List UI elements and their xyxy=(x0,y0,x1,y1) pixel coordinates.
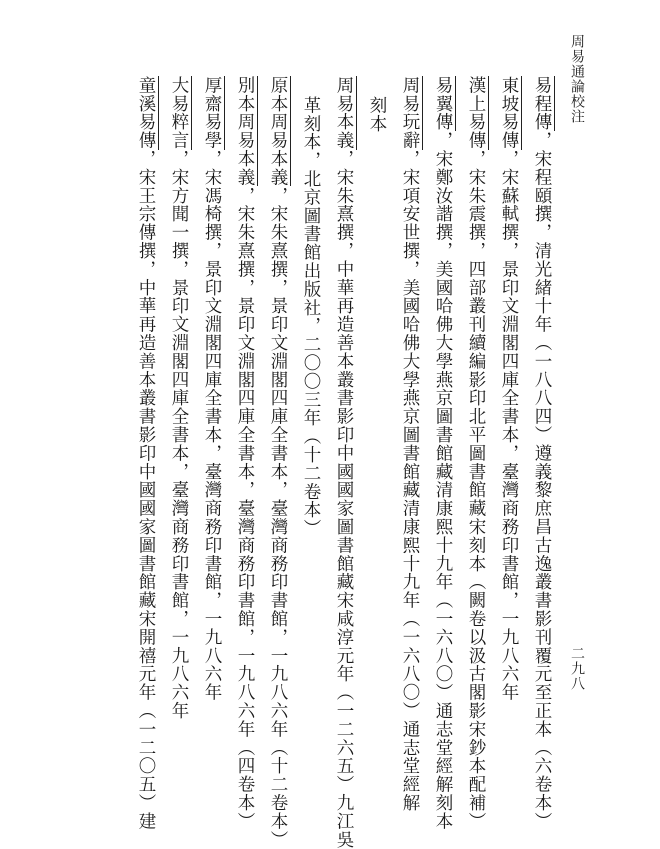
book-title: 東坡易傳 xyxy=(499,76,522,150)
running-header-title: 周易通論校注 xyxy=(569,34,585,124)
book-title: 大易粹言 xyxy=(169,76,192,150)
bibliography-entry xyxy=(498,76,520,702)
entry-details: 刻本 xyxy=(367,96,387,133)
bibliography-entry xyxy=(465,76,487,830)
bibliography-entry xyxy=(135,76,157,830)
bibliography-entry-continuation xyxy=(300,96,322,538)
book-title: 周易本義 xyxy=(334,76,357,150)
entry-details: ，宋鄭汝諧撰，美國哈佛大學燕京圖書館藏清康熙十九年（一六八〇）通志堂經解刻本 xyxy=(433,131,453,831)
entry-details: ，宋方聞一撰，景印文淵閣四庫全書本，臺灣商務印書館，一九八六年 xyxy=(169,149,189,721)
entry-details: 革刻本，北京圖書館出版社，二〇〇三年（十二卷本） xyxy=(301,96,321,538)
entry-details: ，宋朱震撰，四部叢刊續編影印北平圖書館藏宋刻本（闕卷以汲古閣影宋鈔本配補） xyxy=(466,149,486,831)
book-title: 易翼傳 xyxy=(433,76,456,131)
book-title: 童溪易傳 xyxy=(136,76,159,150)
bibliography-entry xyxy=(234,76,256,830)
entry-details: ，宋朱熹撰，景印文淵閣四庫全書本，臺灣商務印書館，一九八六年（四卷本） xyxy=(235,186,255,831)
entry-details: ，宋項安世撰，美國哈佛大學燕京圖書館藏清康熙十九年（一六八〇）通志堂經解 xyxy=(400,149,420,813)
entry-details: ，宋馮椅撰，景印文淵閣四庫全書本，臺灣商務印書館，一九八六年 xyxy=(202,149,222,702)
book-title: 周易玩辭 xyxy=(400,76,423,150)
entry-details: ，宋王宗傳撰，中華再造善本叢書影印中國國家圖書館藏宋開禧元年（一二〇五）建 xyxy=(136,149,156,831)
bibliography-entry xyxy=(267,76,289,849)
entry-details: ，宋朱熹撰，中華再造善本叢書影印中國國家圖書館藏宋咸淳元年（一二六五）九江吳 xyxy=(334,149,354,849)
entry-details: ，宋蘇軾撰，景印文淵閣四庫全書本，臺灣商務印書館，一九八六年 xyxy=(499,149,519,702)
bibliography-entry xyxy=(333,76,355,849)
book-title: 厚齋易學 xyxy=(202,76,225,150)
book-title: 別本周易本義 xyxy=(235,76,258,186)
bibliography-entry xyxy=(201,76,223,702)
page-number: 二九八 xyxy=(569,646,585,691)
entry-details: ，宋朱熹撰，景印文淵閣四庫全書本，臺灣商務印書館，一九八六年（十二卷本） xyxy=(268,186,288,849)
entry-details: ，宋程頤撰，清光緒十年（一八八四）遵義黎庶昌古逸叢書影刊覆元至正本（六卷本） xyxy=(532,131,552,831)
book-title: 漢上易傳 xyxy=(466,76,489,150)
bibliography-entry xyxy=(168,76,190,720)
bibliography-entry xyxy=(399,76,421,812)
book-title: 易程傳 xyxy=(532,76,555,131)
bibliography-entry-continuation xyxy=(366,96,388,133)
book-title: 原本周易本義 xyxy=(268,76,291,186)
bibliography-entry xyxy=(531,76,553,830)
bibliography-entry xyxy=(432,76,454,830)
